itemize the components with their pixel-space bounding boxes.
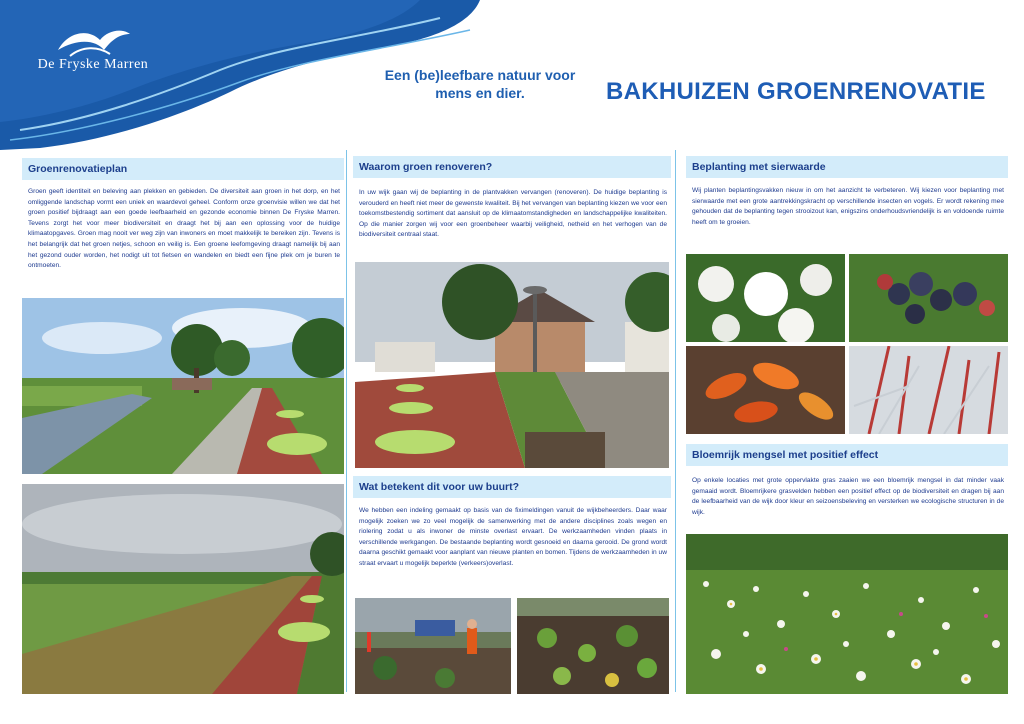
heading-bloemrijk: Bloemrijk mengsel met positief effect — [686, 444, 1008, 466]
heading-groenrenovatieplan: Groenrenovatieplan — [22, 158, 344, 180]
heading-waarom: Waarom groen renoveren? — [353, 156, 671, 178]
tagline — [380, 66, 580, 102]
heading-sierwaarde: Beplanting met sierwaarde — [686, 156, 1008, 178]
text-waarom: In uw wijk gaan wij de beplanting in de plantvakken vervangen (renoveren). De huidige beplanting is verouderd en heeft niet meer de gewenste kwaliteit. Bij het vervangen van beplanting kiezen we voor een toekomstbestendig sortiment dat aansluit op de klimaatomstandigheden en landschappelijke kwaliteiten. Op die manier zorgen wij voor een groenbeheer waarbij veiligheid, netheid en het verhogen van de biodiversiteit centraal staat. — [359, 189, 667, 239]
photo-berries — [849, 254, 1008, 342]
photo-workers — [355, 598, 511, 694]
photo-white-flowers — [686, 254, 845, 342]
column-waarom — [346, 150, 676, 692]
photo-cycle-path-2 — [22, 484, 344, 694]
page-title: BAKHUIZEN GROENRENOVATIE — [606, 78, 986, 105]
text-bloemrijk: Op enkele locaties met grote oppervlakte gras zaaien we een bloemrijk mengsel in dat minder vaak gemaaid wordt. Bloemrijkere grasvelden hebben een positief effect op de biodiversiteit en dragen bij aan de leefbaarheid van de wijk door kleur en seizoensbeleving en versterken we ecologische structuren in de wijk. — [692, 477, 1004, 516]
photo-red-stems — [849, 346, 1008, 434]
tagline-line-2: mens en dier. — [435, 85, 525, 101]
column-sierwaarde — [686, 150, 1008, 692]
photo-cycle-path-1 — [22, 298, 344, 474]
heading-betekent: Wat betekent dit voor uw buurt? — [353, 476, 671, 498]
text-betekent: We hebben een indeling gemaakt op basis van de fiximeldingen vanuit de wijkbeheerders. Daar waar mogelijk zoeken we zo veel mogelijk de samenwerking met de andere disciplines zoals wegen en riolering zodat u als inwoner de minste overlast ervaart. De werkzaamheden vinden plaats in verschillende werkgangen. De bestaande beplanting wordt gesnoeid en daarna gerooid. De grond wordt daarna geschikt gemaakt voor aanplant van nieuwe planten en bomen. Tijdens de werkzaamheden in uw straat ervaart u mogelijk beperkte (verkeers)overlast. — [359, 507, 667, 567]
photo-wildflower-meadow — [686, 534, 1008, 694]
logo-text: De Fryske Marren — [37, 57, 149, 72]
column-groenrenovatieplan — [22, 150, 344, 692]
text-sierwaarde: Wij planten beplantingsvakken nieuw in om het aanzicht te verbeteren. Wij kiezen voor beplanting met sierwaarde met een grote aantrekkingskracht op verschillende insecten en vogels. Er wordt rekening mee gehouden dat de beplanting tegen strooizout kan, enigszins onderhoudsvriendelijk is en voldoende ruimte heeft om te groeien. — [692, 187, 1004, 226]
text-groenrenovatieplan: Groen geeft identiteit en beleving aan plekken en gebieden. De diversiteit aan groen in het dorp, en het omliggende landschap vormt een uniek en waardevol geheel. Conform onze groenvisie willen we dat het groen positief bijdraagt aan een goede leefbaarheid en gezonde economie binnen De Fryske Marren. Tevens zorgt het voor meer biodiversiteit en draagt het bij aan een oplossing voor de huidige klimaatopgaves. Groen mag nooit ver weg zijn van inwoners en moet makkelijk te bereiken zijn. Tevens is het belangrijk dat het groen netjes, schoon en veilig is. Een groene leefomgeving draagt namelijk bij aan het gezond ouder worden, het nodigt uit tot fietsen en wandelen en biedt een fijne plek om je buren te ontmoeten. — [28, 188, 340, 270]
photo-new-plants — [517, 598, 669, 694]
tagline-line-1: Een (be)leefbare natuur voor — [384, 67, 576, 83]
photo-orange-leaves — [686, 346, 845, 434]
photo-street — [355, 262, 669, 468]
